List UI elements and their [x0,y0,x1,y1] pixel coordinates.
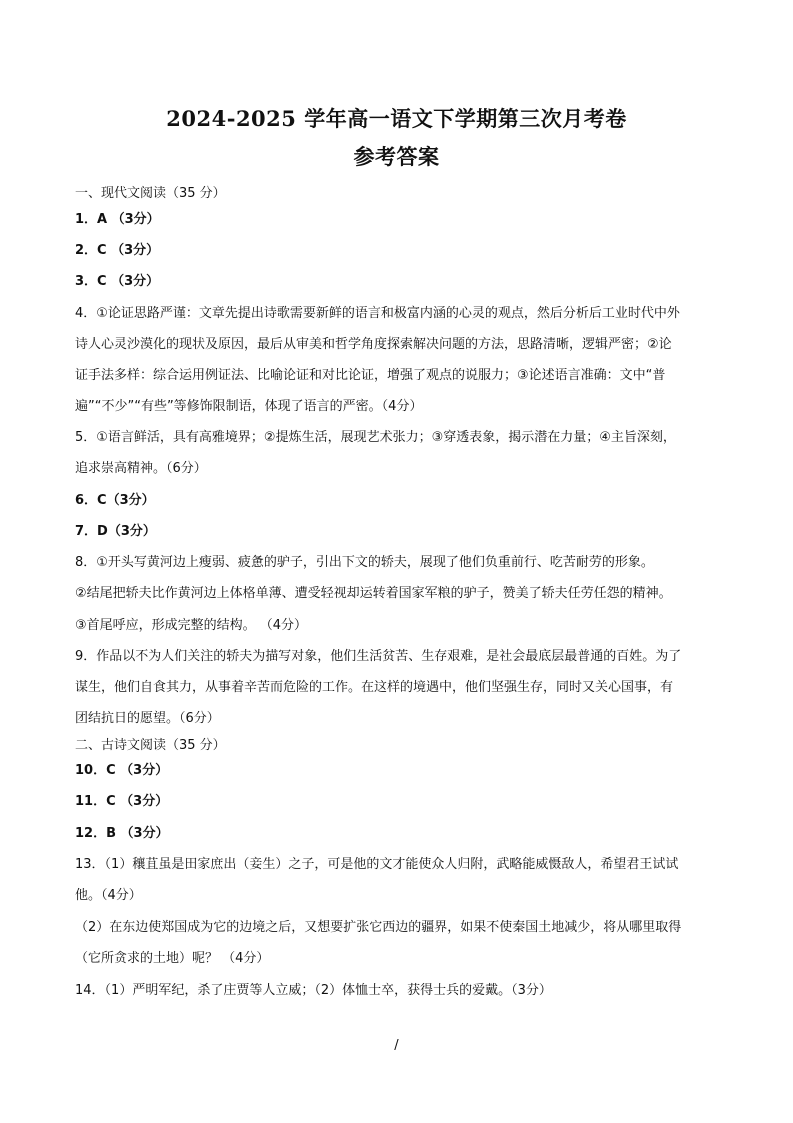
answer-line: （2）在东边使郑国成为它的边境之后，又想要扩张它西边的疆界，如果不使秦国土地减少，将从哪里取得 [75,920,682,935]
answer-subtitle: 参考答案 [353,144,440,169]
answer-line: 追求崇高精神。（6分） [75,461,207,476]
answer-line: 11．C （3分） [75,794,169,809]
answer-line: 3．C （3分） [75,274,160,289]
answer-line: ③首尾呼应，形成完整的结构。 （4分） [75,618,308,633]
answer-line: 他。（4分） [75,888,142,903]
answer-line: 10．C （3分） [75,763,169,778]
answer-line: 2．C （3分） [75,243,160,258]
section-heading-modern: 一、现代文阅读（35 分） [75,186,226,201]
answer-line: ②结尾把轿夫比作黄河边上体格单薄、遭受轻视却运转着国家军粮的驴子，赞美了轿夫任劳任怨的精神。 [75,586,672,601]
section-heading-classical: 二、古诗文阅读（35 分） [75,738,226,753]
answer-line: 6．C（3分） [75,493,155,508]
answer-line: 5．①语言鲜活，具有高雅境界；②提炼生活，展现艺术张力；③穿透表象，揭示潜在力量；④主旨深刻， [75,430,676,445]
answer-line: 谋生，他们自食其力，从事着辛苦而危险的工作。在这样的境遇中，他们坚强生存，同时又关心国事，有 [75,680,674,695]
answer-line: 7．D（3分） [75,524,156,539]
answer-line: 遍”“不少”“有些”等修饰限制语，体现了语言的严密。（4分） [75,399,423,414]
answer-line: 团结抗日的愿望。（6分） [75,711,220,726]
answer-line: 9．作品以不为人们关注的轿夫为描写对象，他们生活贫苦、生存艰难，是社会最底层最普通的百姓。为了 [75,649,682,664]
answer-line: 14．（1）严明军纪，杀了庄贾等人立威；（2）体恤士卒，获得士兵的爱戴。（3分） [75,983,552,998]
exam-title: 2024-2025 学年高一语文下学期第三次月考卷 [166,106,627,131]
page-footer-mark: / [394,1038,399,1053]
answer-line: 诗人心灵沙漠化的现状及原因，最后从审美和哲学角度探索解决问题的方法，思路清晰，逻辑严密；②论 [75,337,672,352]
answer-line: 12．B （3分） [75,826,169,841]
answer-line: 8．①开头写黄河边上瘦弱、疲惫的驴子，引出下文的轿夫，展现了他们负重前行、吃苦耐劳的形象。 [75,555,654,570]
answer-line: 13．（1）穰苴虽是田家庶出（妾生）之子，可是他的文才能使众人归附，武略能威慑敌人，希望君王试试 [75,857,679,872]
answer-line: （它所贪求的土地）呢？ （4分） [75,951,270,966]
answer-line: 4．①论证思路严谨：文章先提出诗歌需要新鲜的语言和极富内涵的心灵的观点，然后分析后工业时代中外 [75,306,680,321]
answer-line: 1．A （3分） [75,212,160,227]
answer-line: 证手法多样：综合运用例证法、比喻论证和对比论证，增强了观点的说服力；③论述语言准确：文中“普 [75,368,666,383]
